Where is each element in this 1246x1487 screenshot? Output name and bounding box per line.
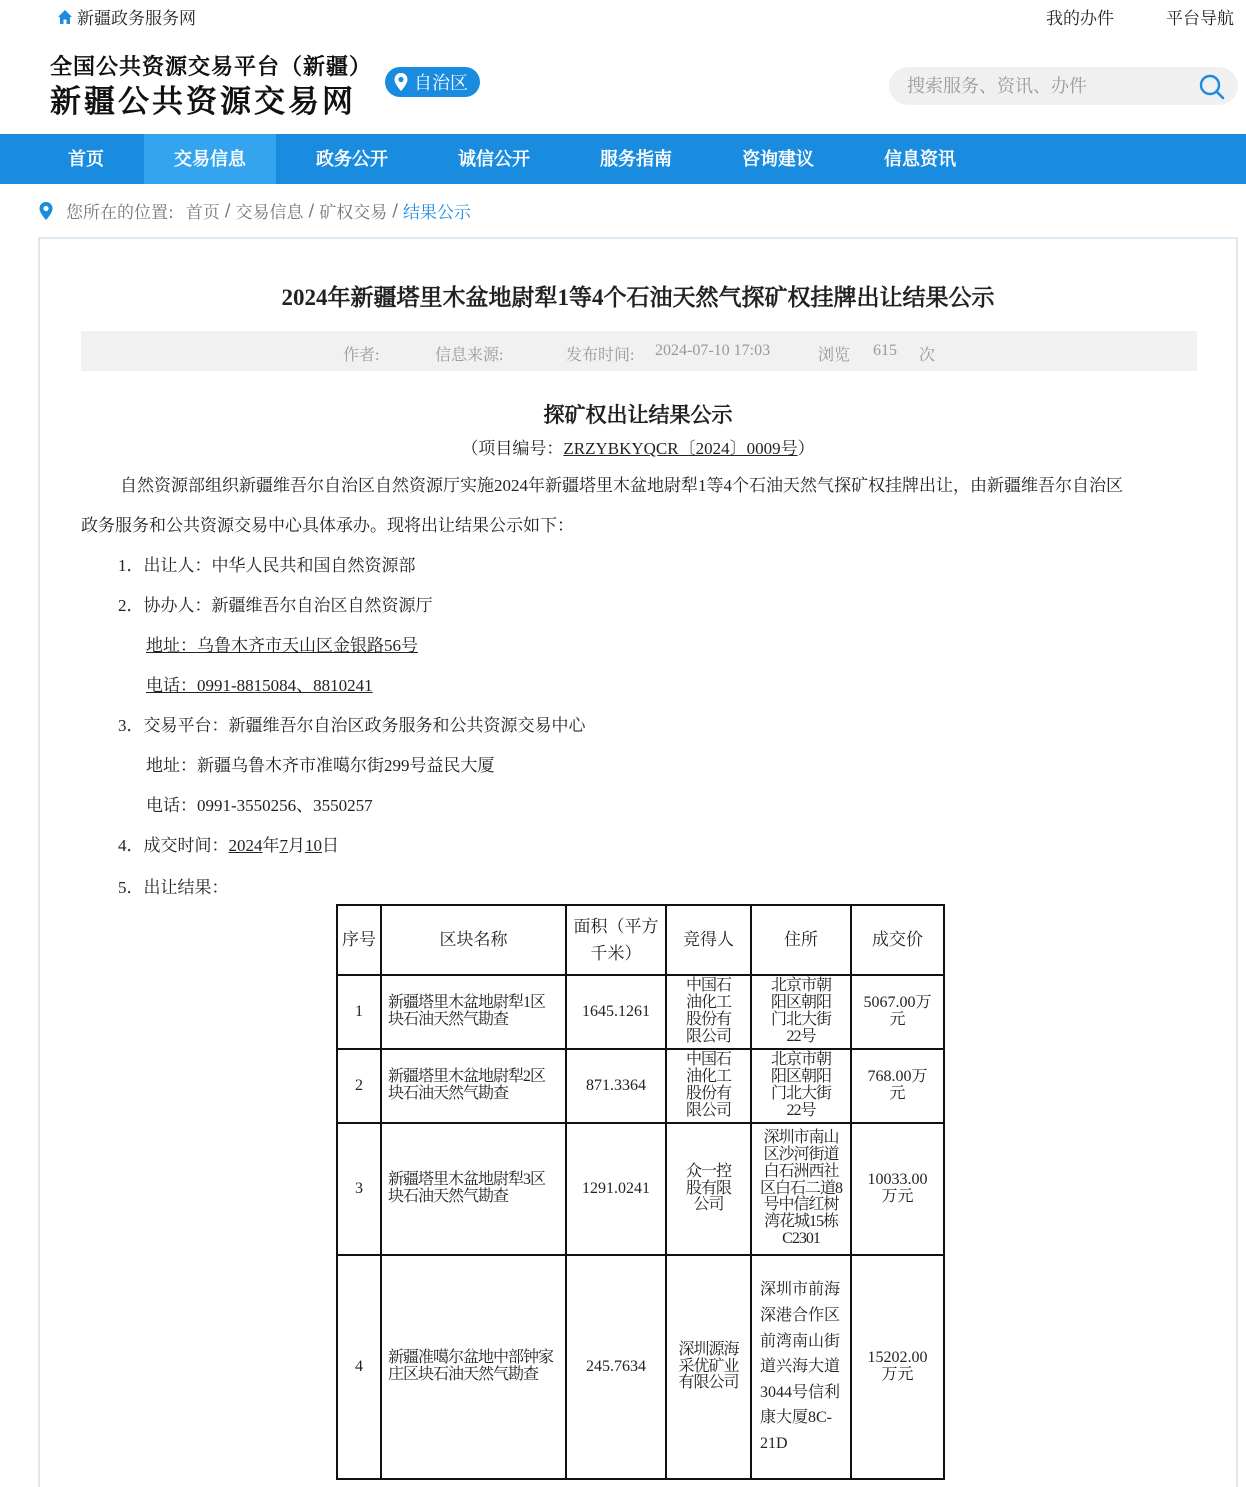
cell-area: 1291.0241 xyxy=(566,1123,666,1255)
breadcrumb-home[interactable]: 首页 xyxy=(185,203,220,223)
cell-block: 新疆塔里木盆地尉犁3区块石油天然气勘查 xyxy=(381,1123,566,1255)
nav-news[interactable]: 信息资讯 xyxy=(884,149,956,170)
logo-title[interactable]: 新疆公共资源交易网 xyxy=(50,84,356,120)
header-winner: 竞得人 xyxy=(666,905,751,975)
table-header-row xyxy=(337,905,944,975)
cell-price: 15202.00万元 xyxy=(851,1255,944,1479)
platform-nav-link[interactable]: 平台导航 xyxy=(1166,9,1234,29)
project-code: ZRZYBKYQCR〔2024〕0009号 xyxy=(563,439,798,458)
cell-price: 10033.00万元 xyxy=(851,1123,944,1255)
breadcrumb-prefix: 您所在的位置: xyxy=(66,203,174,223)
cell-block: 新疆塔里木盆地尉犁2区块石油天然气勘查 xyxy=(381,1049,566,1123)
nav-service-guide[interactable]: 服务指南 xyxy=(600,149,672,170)
cell-area: 871.3364 xyxy=(566,1049,666,1123)
cell-address: 深圳市南山区沙河街道白石洲西社区白石二道8号中信红树湾花城15栋C2301 xyxy=(751,1123,851,1255)
breadcrumb-result[interactable]: 结果公示 xyxy=(402,203,471,223)
location-pin-icon xyxy=(38,201,54,221)
nav-credit-public[interactable]: 诚信公开 xyxy=(458,149,530,170)
cell-no: 2 xyxy=(337,1049,381,1123)
item-platform: 3．交易平台：新疆维吾尔自治区政务服务和公共资源交易中心 xyxy=(118,716,586,735)
publish-time: 2024-07-10 17:03 xyxy=(655,342,771,359)
my-items-link[interactable]: 我的办件 xyxy=(1046,9,1114,29)
cell-no: 3 xyxy=(337,1123,381,1255)
breadcrumb-trade-info[interactable]: 交易信息 xyxy=(235,203,304,223)
article-title: 2024年新疆塔里木盆地尉犁1等4个石油天然气探矿权挂牌出让结果公示 xyxy=(281,285,995,310)
year-char: 年 xyxy=(262,836,280,855)
doc-title: 探矿权出让结果公示 xyxy=(543,403,733,427)
location-pin-icon xyxy=(393,72,409,92)
home-icon xyxy=(57,9,73,25)
author-label: 作者: xyxy=(343,347,380,364)
co-organizer-phone: 电话：0991-8815084、8810241 xyxy=(146,676,373,695)
cell-winner: 深圳源海采优矿业有限公司 xyxy=(666,1255,751,1479)
item-results: 5．出让结果： xyxy=(118,878,229,897)
region-label: 自治区 xyxy=(414,73,468,94)
article-box xyxy=(38,237,1238,1487)
deal-date-label: 4．成交时间： xyxy=(118,836,229,855)
main-nav xyxy=(0,134,1246,184)
cell-price: 5067.00万元 xyxy=(851,975,944,1049)
co-organizer-address: 地址：乌鲁木齐市天山区金银路56号 xyxy=(146,636,418,655)
source-label: 信息来源: xyxy=(435,347,504,364)
platform-address: 地址：新疆乌鲁木齐市准噶尔街299号益民大厦 xyxy=(146,756,495,775)
site-name: 新疆政务服务网 xyxy=(77,9,196,29)
search-icon[interactable] xyxy=(1198,73,1226,101)
project-number xyxy=(40,434,1236,459)
cell-winner: 众一控股有限公司 xyxy=(666,1123,751,1255)
results-table xyxy=(336,904,945,1480)
header-price: 成交价 xyxy=(851,905,944,975)
logo-subtitle: 全国公共资源交易平台（新疆） xyxy=(50,55,373,80)
day-char: 日 xyxy=(322,836,339,855)
article-meta xyxy=(81,331,1197,371)
header-block: 区块名称 xyxy=(381,905,566,975)
search-input[interactable] xyxy=(907,67,1187,105)
platform-phone: 电话：0991-3550256、3550257 xyxy=(146,796,373,815)
deal-day: 10 xyxy=(305,836,322,855)
cell-address: 北京市朝阳区朝阳门北大街22号 xyxy=(751,975,851,1049)
views-count: 615 xyxy=(873,342,897,359)
table-row xyxy=(337,1049,944,1123)
cell-address: 北京市朝阳区朝阳门北大街22号 xyxy=(751,1049,851,1123)
nav-trade-info[interactable]: 交易信息 xyxy=(144,134,276,184)
deal-month: 7 xyxy=(279,836,288,855)
nav-home[interactable]: 首页 xyxy=(68,149,104,170)
cell-area: 1645.1261 xyxy=(566,975,666,1049)
table-row xyxy=(337,1123,944,1255)
cell-no: 1 xyxy=(337,975,381,1049)
cell-winner: 中国石油化工股份有限公司 xyxy=(666,975,751,1049)
header-no: 序号 xyxy=(337,905,381,975)
views-label: 浏览 xyxy=(818,347,851,364)
month-char: 月 xyxy=(288,836,305,855)
top-bar xyxy=(0,0,1246,30)
item-deal-date xyxy=(118,831,339,856)
breadcrumb: 您所在的位置: 首页 / 交易信息 / 矿权交易 / 结果公示 xyxy=(38,198,471,223)
table-row xyxy=(337,975,944,1049)
header-address: 住所 xyxy=(751,905,851,975)
project-suffix: ） xyxy=(797,439,815,458)
cell-no: 4 xyxy=(337,1255,381,1479)
item-co-organizer: 2．协办人：新疆维吾尔自治区自然资源厅 xyxy=(118,596,433,615)
nav-gov-public[interactable]: 政务公开 xyxy=(316,149,388,170)
nav-consult[interactable]: 咨询建议 xyxy=(742,149,814,170)
cell-block: 新疆塔里木盆地尉犁1区块石油天然气勘查 xyxy=(381,975,566,1049)
region-selector[interactable] xyxy=(385,67,480,97)
site-link[interactable] xyxy=(57,4,196,29)
cell-block: 新疆准噶尔盆地中部钟家庄区块石油天然气勘查 xyxy=(381,1255,566,1479)
search-box xyxy=(889,67,1238,105)
item-transferor: 1．出让人：中华人民共和国自然资源部 xyxy=(118,556,416,575)
table-row xyxy=(337,1255,944,1479)
intro-line-1: 自然资源部组织新疆维吾尔自治区自然资源厅实施2024年新疆塔里木盆地尉犁1等4个石油天然气探矿权挂牌出让，由新疆维吾尔自治区 xyxy=(120,476,1123,495)
deal-year: 2024 xyxy=(228,836,263,855)
views-unit: 次 xyxy=(919,347,936,364)
cell-winner: 中国石油化工股份有限公司 xyxy=(666,1049,751,1123)
header-area: 面积（平方千米） xyxy=(566,905,666,975)
header xyxy=(0,30,1246,134)
cell-address: 深圳市前海深港合作区前湾南山街道兴海大道3044号信利康大厦8C-21D xyxy=(751,1255,851,1479)
breadcrumb-mining-rights[interactable]: 矿权交易 xyxy=(319,203,388,223)
project-prefix: （项目编号： xyxy=(461,439,564,458)
cell-price: 768.00万元 xyxy=(851,1049,944,1123)
intro-line-2: 政务服务和公共资源交易中心具体承办。现将出让结果公示如下： xyxy=(81,516,574,535)
publish-label: 发布时间: xyxy=(566,347,635,364)
cell-area: 245.7634 xyxy=(566,1255,666,1479)
